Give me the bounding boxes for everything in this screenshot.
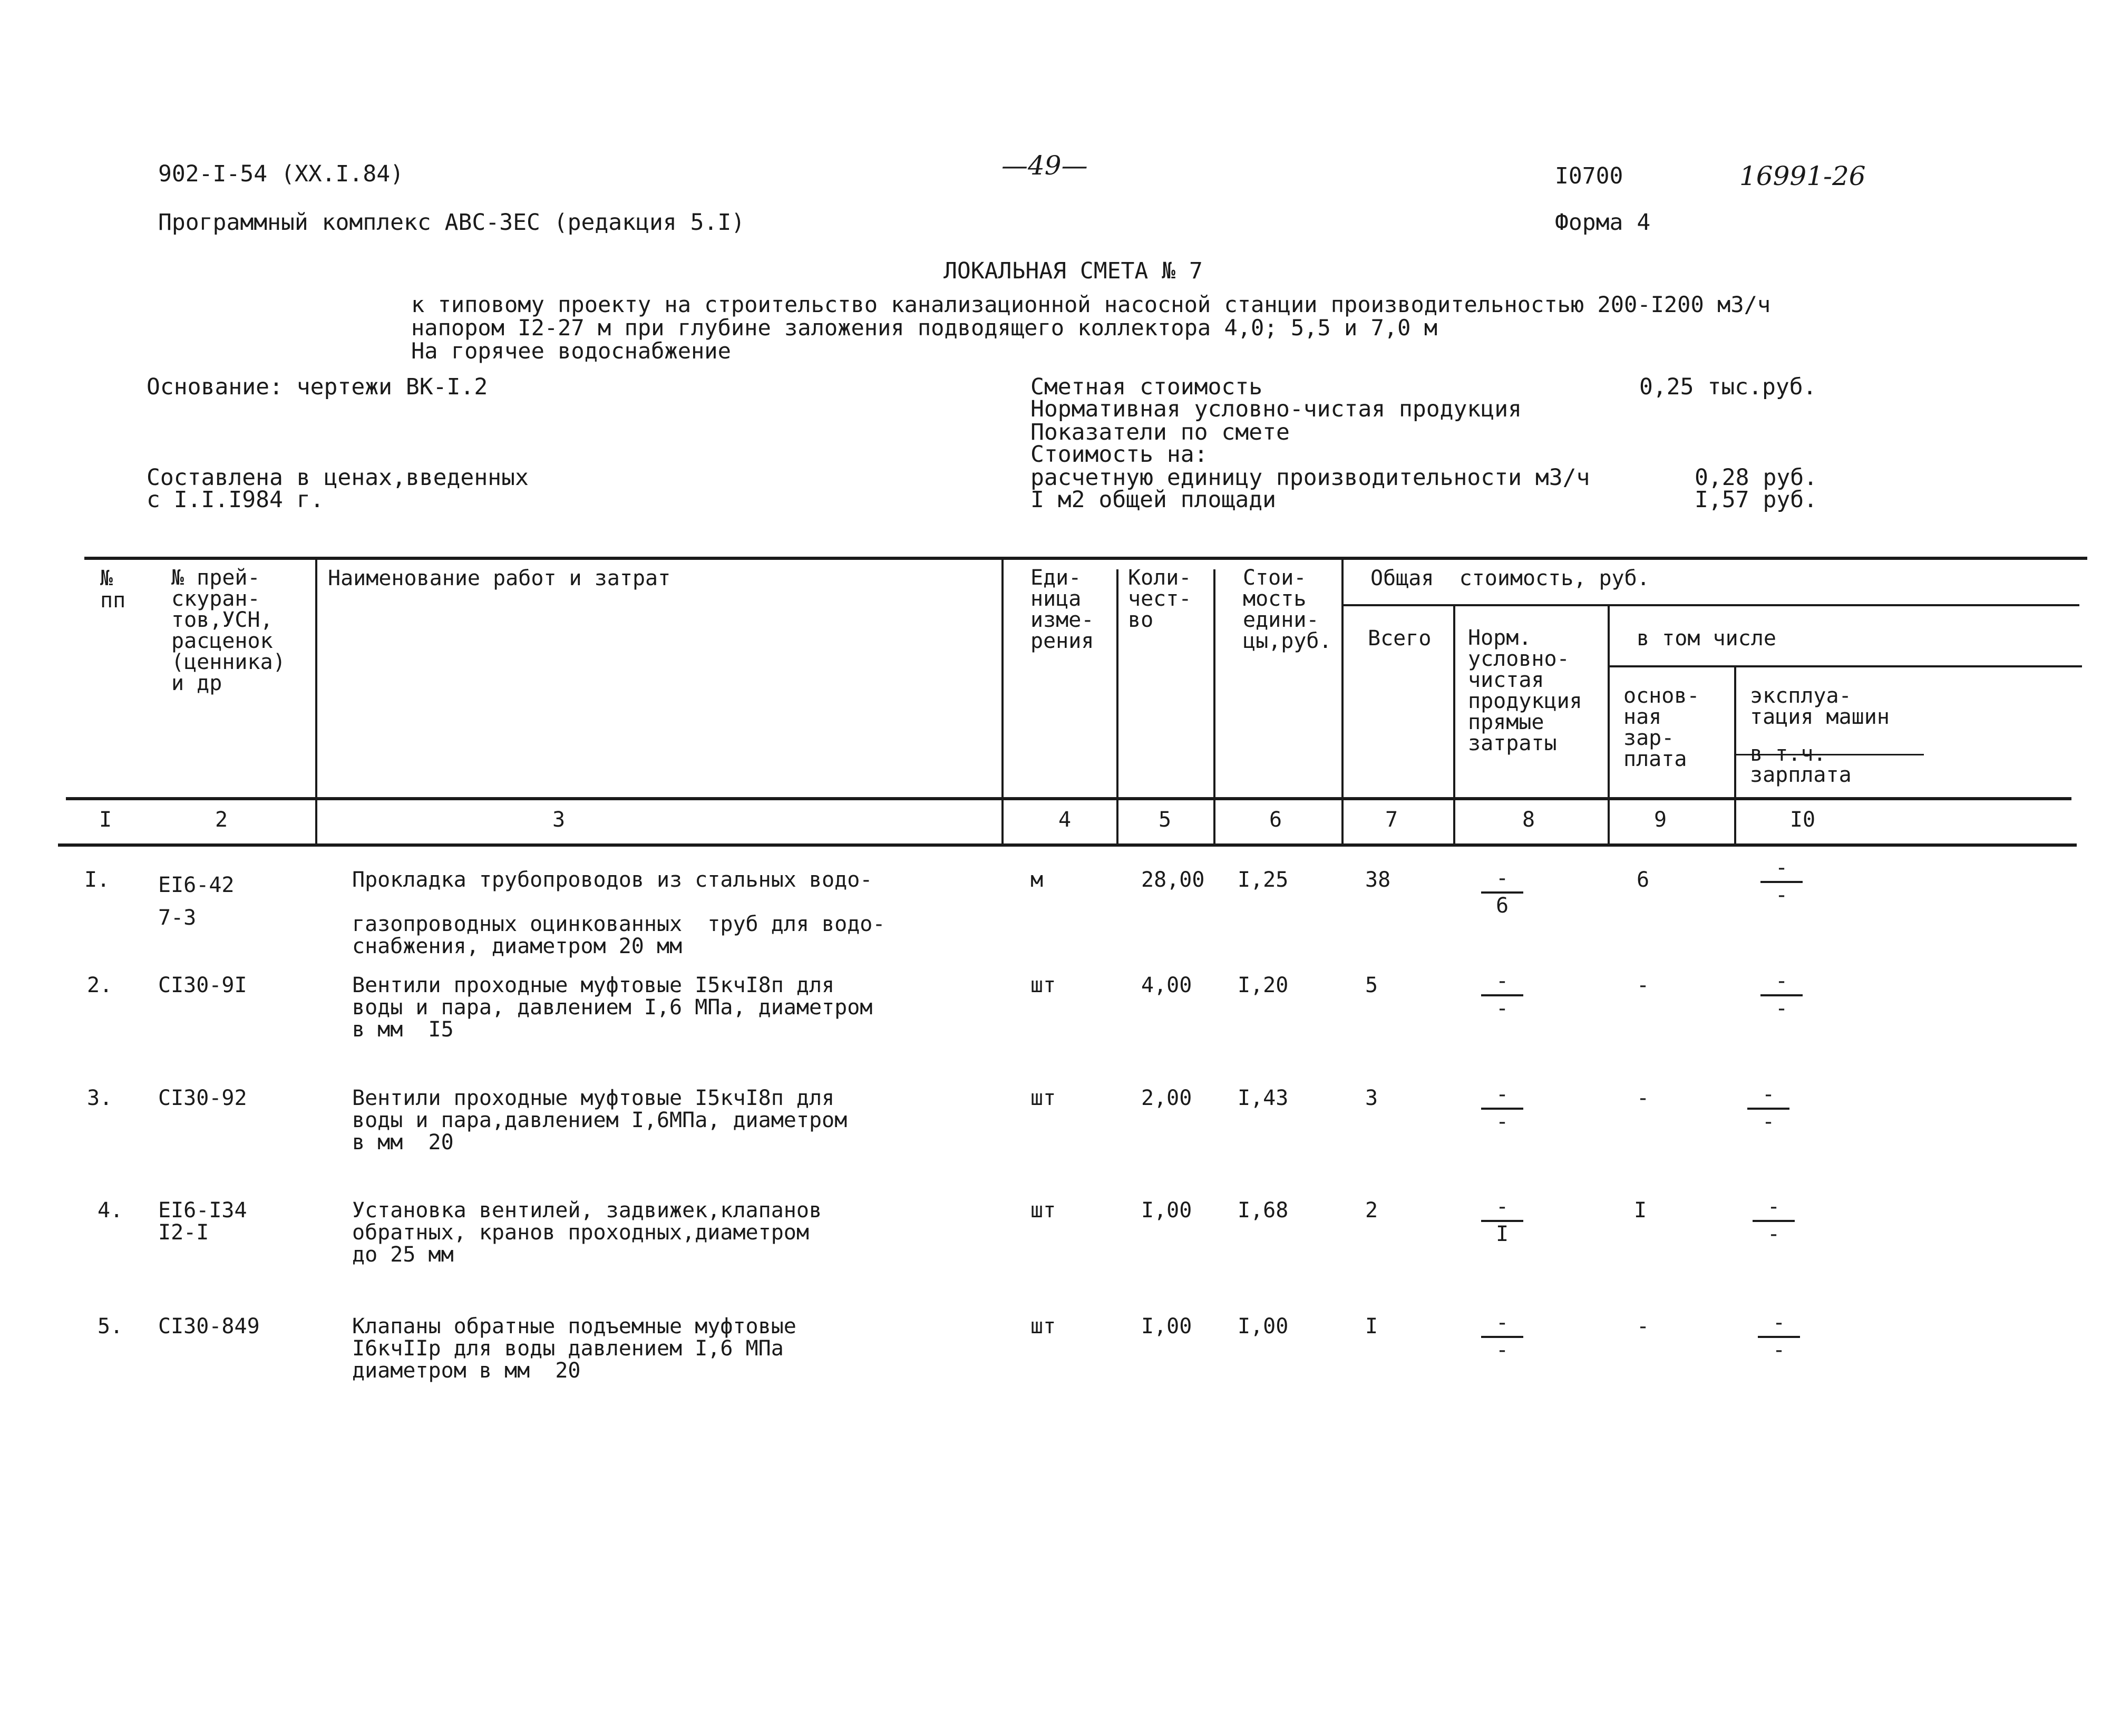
row-3-norm-fraction [1478,1083,1526,1136]
column-number-5: 5 [1158,808,1172,832]
row-3-unit-price: I,43 [1238,1086,1289,1110]
row-1-norm-fraction [1478,867,1526,920]
row-4-norm-numerator: - [1495,1195,1509,1219]
column-number-2: 2 [215,808,228,832]
row-5-norm-numerator: - [1495,1311,1509,1335]
column-number-4: 4 [1058,808,1072,832]
row-3-machines-fraction [1745,1083,1792,1136]
row-5-unit-price: I,00 [1238,1314,1289,1339]
page-number: —49— [1001,150,1088,181]
estimated-cost-value: 0,25 тыс.руб. [1639,374,1817,400]
per-unit-label: расчетную единицу производительности м3/ч [1030,464,1590,491]
row-4-number: 4. [98,1198,123,1223]
row-1-code: ЕI6-42 7-3 [158,873,235,930]
column-number-1: I [99,808,112,832]
row-3-machines-numerator: - [1762,1082,1775,1107]
row-2-number: 2. [87,973,113,997]
row-1-quantity: 28,00 [1141,868,1205,892]
estimated-cost-label: Сметная стоимость [1030,374,1263,400]
col-rule-4-5 [1116,569,1118,846]
table-top-rule [84,557,2087,560]
row-2-unit-price: I,20 [1238,973,1289,997]
row-4-quantity: I,00 [1141,1198,1192,1223]
row-3-unit: шт [1030,1086,1056,1110]
including-group-rule [1608,665,2082,667]
row-1-norm-denominator: 6 [1495,894,1509,918]
column-number-9: 9 [1653,808,1667,832]
header-col-10-top: эксплуа- тация машин [1750,684,1890,729]
title-line-1: к типовому проекту на строительство канализационной насосной станции производительностью 200-I200 м3/ч [411,292,1771,317]
header-col-7: Всего [1368,626,1432,651]
normative-label: Нормативная условно-чистая продукция [1030,396,1522,422]
row-2-machines-fraction [1758,970,1805,1023]
row-4-machines-denominator: - [1767,1222,1781,1246]
row-5-total: I [1365,1314,1378,1339]
row-5-quantity: I,00 [1141,1314,1192,1339]
row-2-norm-fraction [1478,970,1526,1023]
header-col-6: Стои- мость едини- цы,руб. [1243,566,1332,653]
row-2-code: СI30-9I [158,973,247,997]
code-right: I0700 [1555,163,1623,189]
per-m2-label: I м2 общей площади [1030,487,1276,513]
col-rule-7-8 [1453,605,1455,846]
row-2-machines-denominator: - [1775,996,1788,1021]
header-col-8: Норм. условно- чистая продукция прямые затраты [1468,626,1582,755]
row-5-machines-denominator: - [1772,1338,1786,1362]
total-group-rule [1341,604,2079,606]
row-2-total: 5 [1365,973,1378,997]
col-rule-5-6 [1213,569,1215,846]
row-1-unit-price: I,25 [1238,868,1289,892]
row-2-wages: - [1637,973,1650,997]
row-1-number: I. [84,868,110,892]
row-3-code: СI30-92 [158,1086,247,1110]
row-2-machines-numerator: - [1775,969,1788,993]
col-rule-6-7 [1341,559,1344,846]
col-rule-2-3 [315,559,317,846]
header-col-10-bottom: в т.ч. зарплата [1750,742,1852,787]
column-number-8: 8 [1522,808,1535,832]
row-3-total: 3 [1365,1086,1378,1110]
row-3-norm-numerator: - [1495,1082,1509,1107]
row-3-quantity: 2,00 [1141,1086,1192,1110]
per-unit-value: 0,28 руб. [1695,464,1817,491]
header-col-3: Наименование работ и затрат [328,566,671,590]
row-1-machines-denominator: - [1775,883,1788,907]
row-4-unit: шт [1030,1198,1056,1223]
row-4-unit-price: I,68 [1238,1198,1289,1223]
per-m2-value: I,57 руб. [1695,487,1817,513]
row-2-unit: шт [1030,973,1056,997]
header-col-1: № пп [100,566,126,613]
row-1-unit: м [1030,868,1044,892]
row-5-code: СI30-849 [158,1314,260,1339]
col-rule-9-10 [1734,666,1736,846]
cost-per-label: Стоимость на: [1030,441,1208,468]
doc-code: 902-I-54 (XX.I.84) [158,161,404,187]
program-label: Программный комплекс АВС-ЗЕС (редакция 5.I) [158,209,745,236]
handwritten-number: 16991-26 [1739,161,1866,191]
row-1-norm-numerator: - [1495,866,1509,890]
row-2-norm-numerator: - [1495,969,1509,993]
row-1-total: 38 [1365,868,1391,892]
row-1-machines-fraction [1758,857,1805,909]
row-4-name: Установка вентилей, задвижек,клапанов обратных, кранов проходных,диаметром до 25 мм [352,1198,822,1267]
header-col-9: основ- ная зар- плата [1623,684,1700,771]
row-5-machines-fraction [1755,1312,1803,1364]
title-line-3: На горячее водоснабжение [411,338,731,364]
row-3-wages: - [1637,1086,1650,1110]
row-5-machines-numerator: - [1772,1311,1786,1335]
row-4-norm-denominator: I [1495,1222,1509,1246]
row-5-norm-fraction [1478,1312,1526,1364]
column-number-7: 7 [1385,808,1398,832]
col-rule-8-9 [1608,605,1610,846]
document-title: ЛОКАЛЬНАЯ СМЕТА № 7 [943,258,1203,284]
row-1-wages: 6 [1637,868,1650,892]
row-3-machines-denominator: - [1762,1110,1775,1134]
row-2-quantity: 4,00 [1141,973,1192,997]
row-5-norm-denominator: - [1495,1338,1509,1362]
compiled-line-1: Составлена в ценах,введенных [147,464,529,491]
row-5-number: 5. [98,1314,123,1339]
row-5-name: Клапаны обратные подъемные муфтовые I6кчIIр для воды давлением I,6 МПа диаметром в мм 20 [352,1314,796,1383]
row-4-machines-fraction [1750,1196,1797,1248]
header-col-4: Еди- ница изме- рения [1030,566,1094,653]
col-rule-3-4 [1001,559,1004,846]
form-label: Форма 4 [1555,209,1651,236]
row-5-wages: - [1637,1314,1650,1339]
column-number-6: 6 [1269,808,1282,832]
row-2-norm-denominator: - [1495,996,1509,1021]
row-4-code: ЕI6-I34 I2-I [158,1198,247,1245]
column-numbers-rule [58,843,2077,847]
compiled-line-2: с I.I.I984 г. [147,487,324,513]
row-1-name: Прокладка трубопроводов из стальных водо- газопроводных оцинкованных труб для водо- снабжения, диаметром 20 мм [352,868,886,958]
column-number-10: I0 [1789,808,1816,832]
row-2-name: Вентили проходные муфтовые I5кчI8п для воды и пара, давлением I,6 МПа, диаметром в мм I5 [352,973,873,1042]
header-col-5: Коли- чест- во [1128,566,1192,632]
row-1-machines-numerator: - [1775,856,1788,880]
row-3-norm-denominator: - [1495,1110,1509,1134]
indicators-label: Показатели по смете [1030,419,1290,445]
row-4-machines-numerator: - [1767,1195,1781,1219]
row-4-wages: I [1634,1198,1647,1223]
row-3-name: Вентили проходные муфтовые I5кчI8п для воды и пара,давлением I,6МПа, диаметром в мм 20 [352,1086,848,1155]
header-bottom-rule [66,797,2071,800]
header-total-group: Общая стоимость, руб. [1370,566,1650,590]
header-including: в том числе [1637,626,1776,651]
header-col-2: № прей- скуран- тов,УСН, расценок (ценника) и др [171,566,286,695]
title-line-2: напором I2-27 м при глубине заложения подводящего коллектора 4,0; 5,5 и 7,0 м [411,315,1438,341]
row-3-number: 3. [87,1086,113,1110]
row-4-norm-fraction [1478,1196,1526,1248]
row-4-total: 2 [1365,1198,1378,1223]
column-number-3: 3 [552,808,566,832]
row-5-unit: шт [1030,1314,1056,1339]
basis-text: Основание: чертежи ВК-I.2 [147,374,488,400]
